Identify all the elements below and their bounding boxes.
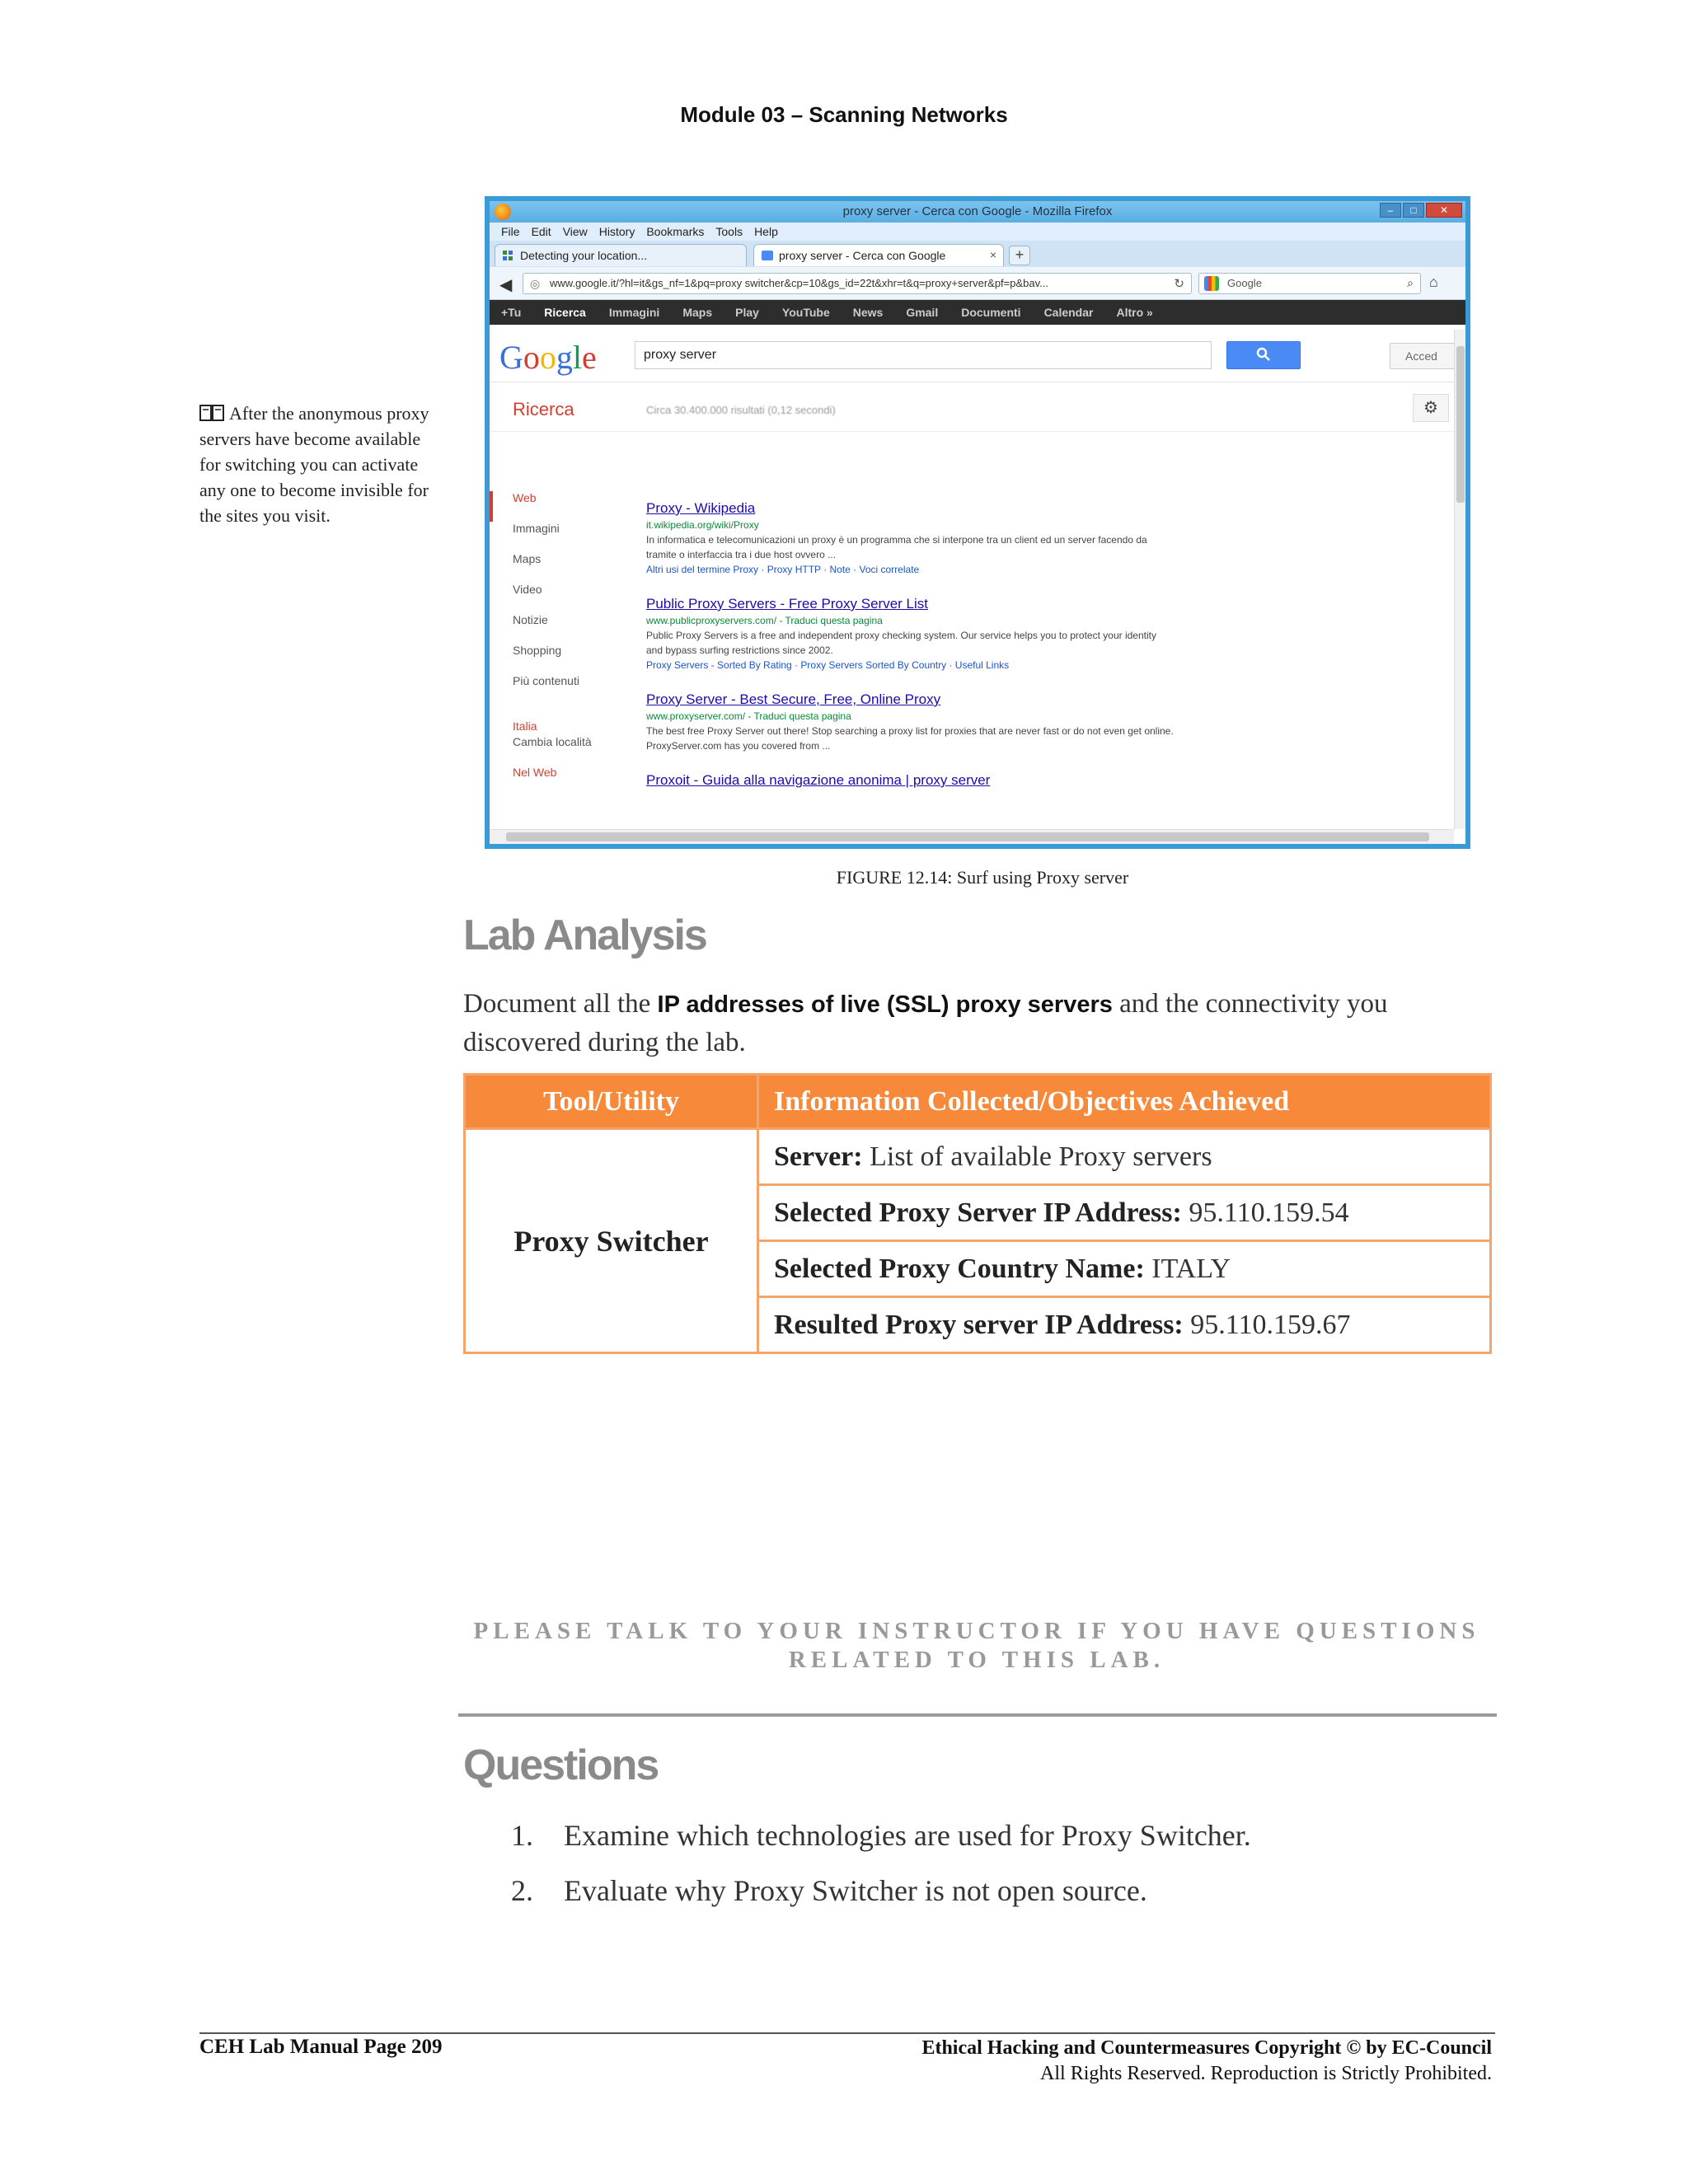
window-titlebar xyxy=(490,201,1465,223)
google-logo[interactable]: Google xyxy=(499,339,597,376)
gbar-item[interactable]: +Tu xyxy=(501,306,522,319)
tool-cell: Proxy Switcher xyxy=(465,1129,758,1353)
result-links[interactable]: Proxy Servers - Sorted By Rating · Proxy Servers Sorted By Country · Useful Links xyxy=(646,659,1010,671)
lab-analysis-intro xyxy=(463,985,1477,1062)
home-icon[interactable]: ⌂ xyxy=(1429,274,1438,290)
result-snippet: Public Proxy Servers is a free and independent proxy checking system. Our service helps you to protect your identity and bypass surfing restrictions since 2002. xyxy=(646,630,1156,656)
url-bar[interactable] xyxy=(523,273,1192,294)
question-item xyxy=(511,1808,1251,1863)
left-nav-item[interactable]: Video xyxy=(513,583,542,596)
result-title[interactable]: Proxoit - Guida alla navigazione anonima | proxy server xyxy=(646,772,991,788)
url-text: www.google.it/?hl=it&gs_nf=1&pq=proxy switcher&cp=10&gs_id=22t&xhr=t&q=proxy+server&pf=p&bav... xyxy=(550,277,1048,289)
row-value: ITALY xyxy=(1144,1253,1231,1284)
gbar-item[interactable]: Gmail xyxy=(906,306,939,319)
row-value: 95.110.159.54 xyxy=(1181,1197,1349,1228)
window-title: proxy server - Cerca con Google - Mozilla Firefox xyxy=(842,204,1113,218)
search-result xyxy=(646,771,1174,790)
new-tab-button[interactable]: + xyxy=(1009,246,1030,265)
copyright-line: Ethical Hacking and Countermeasures Copyright © by EC-Council xyxy=(921,2037,1492,2059)
table-row xyxy=(465,1129,1491,1185)
search-placeholder: Google xyxy=(1227,277,1262,289)
left-nav-item[interactable]: Più contenuti xyxy=(513,674,579,687)
result-title[interactable]: Proxy - Wikipedia xyxy=(646,500,756,516)
left-nav-item[interactable]: Nel Web xyxy=(513,766,557,779)
location-icon xyxy=(502,250,515,261)
google-favicon-icon xyxy=(761,250,774,261)
row-label: Selected Proxy Country Name: xyxy=(774,1253,1145,1284)
result-url: www.publicproxyservers.com/ - Traduci questa pagina xyxy=(646,615,883,626)
lab-analysis-heading: Lab Analysis xyxy=(463,912,706,959)
left-nav-item[interactable]: Maps xyxy=(513,552,542,565)
navigation-bar xyxy=(490,267,1465,300)
search-result xyxy=(646,595,1174,673)
menu-history[interactable]: History xyxy=(598,225,635,238)
search-result xyxy=(646,499,1174,577)
google-engine-icon xyxy=(1204,276,1219,291)
gbar-item[interactable]: Calendar xyxy=(1043,306,1094,319)
table-header: Information Collected/Objectives Achieved xyxy=(758,1075,1491,1129)
intro-bold: IP addresses of live (SSL) proxy servers xyxy=(657,991,1113,1018)
question-text: Evaluate why Proxy Switcher is not open source. xyxy=(564,1874,1147,1907)
table-header: Tool/Utility xyxy=(465,1075,758,1129)
left-nav-item[interactable]: Italia xyxy=(513,719,537,733)
row-label: Server: xyxy=(774,1141,863,1172)
google-bar xyxy=(490,300,1465,325)
footer-copyright xyxy=(921,2036,1492,2087)
result-url: www.proxyserver.com/ - Traduci questa pagina xyxy=(646,710,851,722)
intro-text: Document all the xyxy=(463,989,658,1019)
result-count: Circa 30.400.000 risultati (0,12 secondi) xyxy=(646,404,836,416)
gbar-item[interactable]: Immagini xyxy=(608,306,660,319)
menu-edit[interactable]: Edit xyxy=(531,225,551,238)
left-nav-item[interactable]: Immagini xyxy=(513,522,560,535)
result-snippet: In informatica e telecomunicazioni un proxy è un programma che si interpone tra un client ed un server facendo da tramite o interfaccia tra i due host ovvero ... xyxy=(646,534,1147,560)
gbar-item[interactable]: YouTube xyxy=(781,306,830,319)
instructor-notice: PLEASE TALK TO YOUR INSTRUCTOR IF YOU HAVE QUESTIONS RELATED TO THIS LAB. xyxy=(473,1618,1480,1673)
result-title[interactable]: Proxy Server - Best Secure, Free, Online Proxy xyxy=(646,691,941,707)
search-icon xyxy=(1256,347,1271,362)
book-icon xyxy=(199,404,224,422)
question-item xyxy=(511,1863,1251,1919)
row-label: Selected Proxy Server IP Address: xyxy=(774,1197,1182,1228)
tab-google-search[interactable] xyxy=(753,244,1004,266)
search-results xyxy=(646,499,1174,808)
tab-detecting-location[interactable] xyxy=(495,244,747,266)
section-divider xyxy=(458,1713,1497,1717)
row-label: Resulted Proxy server IP Address: xyxy=(774,1309,1184,1340)
menu-bar xyxy=(490,223,1465,241)
google-search-button[interactable] xyxy=(1226,341,1301,369)
close-button[interactable]: ✕ xyxy=(1426,203,1462,218)
gbar-item[interactable]: Ricerca xyxy=(544,306,586,319)
question-number: 1. xyxy=(511,1819,533,1852)
google-subheader xyxy=(490,382,1465,432)
search-result xyxy=(646,691,1174,753)
gbar-item[interactable]: Altro » xyxy=(1116,306,1153,319)
horizontal-scrollbar[interactable] xyxy=(490,829,1454,844)
browser-search-box[interactable] xyxy=(1198,273,1421,294)
left-nav-item[interactable]: Web xyxy=(490,491,621,522)
module-header: Module 03 – Scanning Networks xyxy=(680,102,1008,127)
question-number: 2. xyxy=(511,1874,533,1907)
result-url: it.wikipedia.org/wiki/Proxy xyxy=(646,519,759,531)
sidebar-note-text: After the anonymous proxy servers have become available for switching you can activate any one to become invisible for the sites you visit. xyxy=(199,403,429,526)
questions-heading: Questions xyxy=(463,1741,659,1789)
result-links[interactable]: Altri usi del termine Proxy · Proxy HTTP · Note · Voci correlate xyxy=(646,564,920,575)
left-nav-item[interactable]: Cambia località xyxy=(513,735,592,748)
back-arrow-icon[interactable]: ◀ xyxy=(499,276,513,294)
questions-list xyxy=(511,1808,1251,1919)
search-icon[interactable]: ⌕ xyxy=(1407,276,1414,289)
menu-view[interactable]: View xyxy=(562,225,588,238)
table-cell xyxy=(758,1185,1491,1241)
minimize-button[interactable]: – xyxy=(1380,203,1401,218)
sidebar-note xyxy=(199,401,434,528)
gbar-item[interactable]: Documenti xyxy=(961,306,1021,319)
table-cell xyxy=(758,1129,1491,1185)
globe-icon: ◎ xyxy=(530,277,541,290)
access-button[interactable]: Acced xyxy=(1390,343,1456,369)
vertical-scrollbar[interactable] xyxy=(1454,330,1465,829)
footer-page-label: CEH Lab Manual Page 209 xyxy=(199,2036,443,2058)
rights-line: All Rights Reserved. Reproduction is Strictly Prohibited. xyxy=(1040,2063,1492,2084)
tab-label: Detecting your location... xyxy=(520,249,648,262)
ricerca-label: Ricerca xyxy=(513,399,574,419)
menu-bookmarks[interactable]: Bookmarks xyxy=(646,225,705,238)
result-snippet: The best free Proxy Server out there! Stop searching a proxy list for proxies that are never fast or do not even get online. ProxyServer.com has you covered from ... xyxy=(646,725,1174,752)
menu-help[interactable]: Help xyxy=(754,225,778,238)
tab-label: proxy server - Cerca con Google xyxy=(779,249,946,262)
gbar-item[interactable]: Play xyxy=(735,306,759,319)
table-cell xyxy=(758,1297,1491,1353)
google-left-nav xyxy=(490,491,621,796)
reload-icon[interactable]: ↻ xyxy=(1174,277,1184,291)
footer-divider xyxy=(199,2032,1495,2034)
result-title[interactable]: Public Proxy Servers - Free Proxy Server List xyxy=(646,596,928,612)
google-header xyxy=(490,325,1465,382)
row-value: List of available Proxy servers xyxy=(862,1141,1212,1172)
gbar-item[interactable]: Maps xyxy=(682,306,713,319)
question-text: Examine which technologies are used for Proxy Switcher. xyxy=(564,1819,1251,1852)
gear-icon[interactable]: ⚙ xyxy=(1413,394,1449,422)
results-table xyxy=(463,1073,1492,1354)
left-nav-item[interactable]: Shopping xyxy=(513,644,562,657)
browser-screenshot xyxy=(485,196,1470,849)
menu-tools[interactable]: Tools xyxy=(715,225,743,238)
intro-text: and the connectivity you discovered during the lab. xyxy=(463,989,1388,1057)
close-tab-icon[interactable]: × xyxy=(989,248,996,261)
table-cell xyxy=(758,1241,1491,1297)
tab-bar xyxy=(490,241,1465,267)
google-search-input[interactable]: proxy server xyxy=(635,341,1212,369)
left-nav-item[interactable]: Notizie xyxy=(513,613,548,626)
maximize-button[interactable]: □ xyxy=(1403,203,1424,218)
menu-file[interactable]: File xyxy=(501,225,520,238)
gbar-item[interactable]: News xyxy=(852,306,884,319)
row-value: 95.110.159.67 xyxy=(1183,1309,1351,1340)
figure-caption: FIGURE 12.14: Surf using Proxy server xyxy=(836,867,1129,888)
